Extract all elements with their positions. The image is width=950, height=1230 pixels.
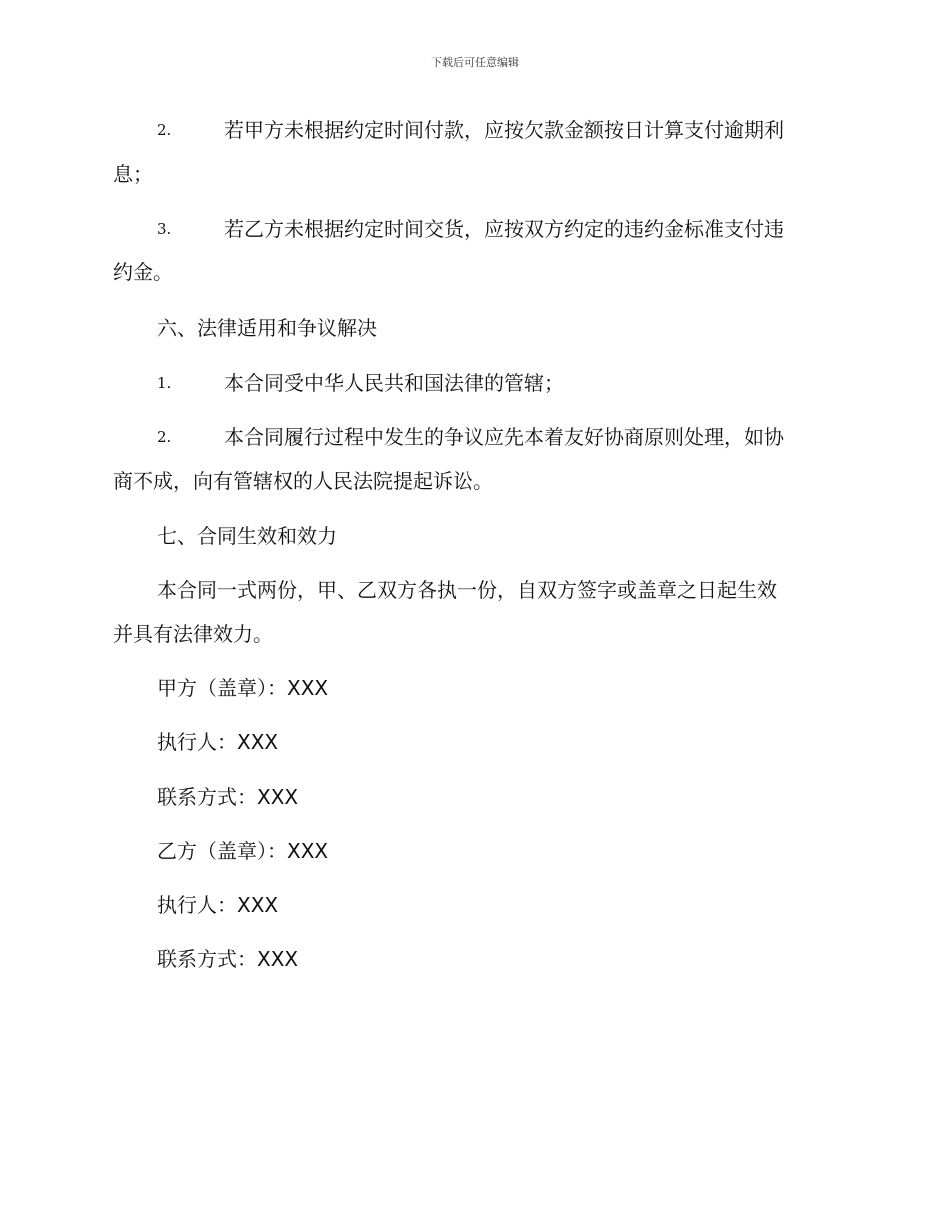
section-7-heading: 七、合同生效和效力	[157, 524, 337, 548]
party-b-contact: 联系方式：XXX	[157, 947, 299, 971]
section-6-item-2-number: 2.	[157, 428, 172, 446]
section-6-item-1-line1: 本合同受中华人民共和国法律的管辖；	[224, 371, 564, 395]
section-6-item-2-line1: 本合同履行过程中发生的争议应先本着友好协商原则处理，如协	[224, 425, 784, 449]
party-b-seal: 乙方（盖章）：XXX	[157, 839, 329, 863]
party-a-contact: 联系方式：XXX	[157, 785, 299, 809]
section-6-heading: 六、法律适用和争议解决	[157, 316, 377, 340]
clause-2-line2: 息；	[113, 162, 153, 186]
party-a-executor: 执行人：XXX	[157, 730, 279, 754]
section-6-item-1-number: 1.	[157, 374, 172, 392]
section-7-para-line2: 并具有法律效力。	[113, 622, 273, 646]
header-note: 下载后可任意编辑	[431, 56, 519, 69]
clause-3-line1: 若乙方未根据约定时间交货，应按双方约定的违约金标准支付违	[224, 217, 784, 241]
party-b-executor: 执行人：XXX	[157, 893, 279, 917]
party-a-seal: 甲方（盖章）：XXX	[157, 676, 329, 700]
clause-2-line1: 若甲方未根据约定时间付款，应按欠款金额按日计算支付逾期利	[224, 118, 784, 142]
clause-3-number: 3.	[157, 220, 172, 238]
section-7-para-line1: 本合同一式两份，甲、乙双方各执一份，自双方签字或盖章之日起生效	[157, 578, 777, 602]
section-6-item-2-line2: 商不成，向有管辖权的人民法院提起诉讼。	[113, 469, 493, 493]
clause-3-line2: 约金。	[113, 260, 173, 284]
clause-2-number: 2.	[157, 121, 172, 139]
